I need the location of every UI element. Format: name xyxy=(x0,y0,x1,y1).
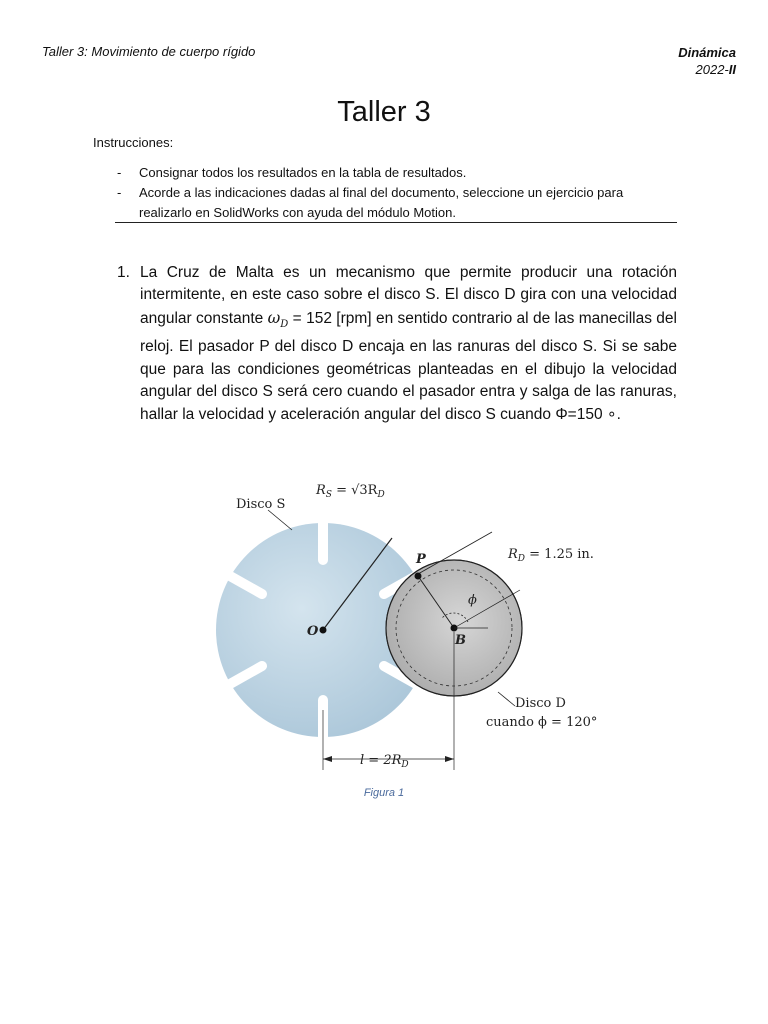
problem-statement xyxy=(140,262,677,426)
term-suffix: II xyxy=(728,62,736,77)
section-divider xyxy=(115,222,677,223)
course-term xyxy=(678,61,736,78)
disco-s-leader xyxy=(268,510,292,530)
label-rs: $R_S = √3R_D$ xyxy=(316,483,385,500)
bullet-dash: - xyxy=(117,185,122,200)
instruction-item xyxy=(117,183,677,223)
course-name: Dinámica xyxy=(678,45,736,60)
instruction-text: Acorde a las indicaciones dadas al final del documento, seleccione un ejercicio para realizarlo en SolidWorks con ayuda del módulo Motion. xyxy=(139,185,624,220)
label-rd: $R_D = 1.25$ in. xyxy=(508,547,594,564)
term-prefix: 2022- xyxy=(695,62,729,77)
label-disco-d: Disco D xyxy=(515,696,566,711)
page-title: Taller 3 xyxy=(337,96,431,128)
l-arrow-right xyxy=(445,756,454,762)
label-l: $l = 2R_D$ xyxy=(360,753,409,770)
header-course-info xyxy=(678,44,736,78)
instruction-text: Consignar todos los resultados en la tabla de resultados. xyxy=(139,165,467,180)
disco-d-leader xyxy=(498,692,515,706)
omega-symbol: ω xyxy=(267,308,281,327)
center-o xyxy=(320,627,327,634)
label-p: P xyxy=(416,552,426,567)
bullet-dash: - xyxy=(117,165,122,180)
maltese-cross-figure xyxy=(210,470,630,775)
instructions-list xyxy=(117,163,677,223)
label-phi: ϕ xyxy=(468,593,477,608)
pin-p xyxy=(415,573,422,580)
l-arrow-left xyxy=(323,756,332,762)
problem-1 xyxy=(117,262,677,426)
omega-subscript: D xyxy=(280,318,289,330)
figure-caption: Figura 1 xyxy=(363,787,405,799)
label-b: B xyxy=(455,633,466,648)
label-cuando: cuando ϕ = 120° xyxy=(486,715,598,730)
problem-text-part-1: La Cruz de Malta es un mecanismo que permite producir una rotación intermitente, en este caso sobre el disco S. El disco D gira con una velocidad angular constante xyxy=(140,264,677,327)
label-disco-s: Disco S xyxy=(236,497,286,512)
instruction-item xyxy=(117,163,677,183)
label-o: O xyxy=(307,624,319,639)
problem-number: 1. xyxy=(117,264,130,281)
instructions-label: Instrucciones: xyxy=(93,135,174,150)
problem-text-part-2: = 152 [rpm] en sentido contrario al de las manecillas del reloj. El pasador P del disco D encaja en las ranuras del disco S. Si se sabe que para las condiciones geométricas planteadas en el dibujo la velocidad angular del disco S será cero cuando el pasador entra y salga de las ranuras, hallar la velocidad y aceleración angular del disco S cuando Φ=150 ∘. xyxy=(140,309,677,423)
header-subtitle: Taller 3: Movimiento de cuerpo rígido xyxy=(42,44,256,59)
